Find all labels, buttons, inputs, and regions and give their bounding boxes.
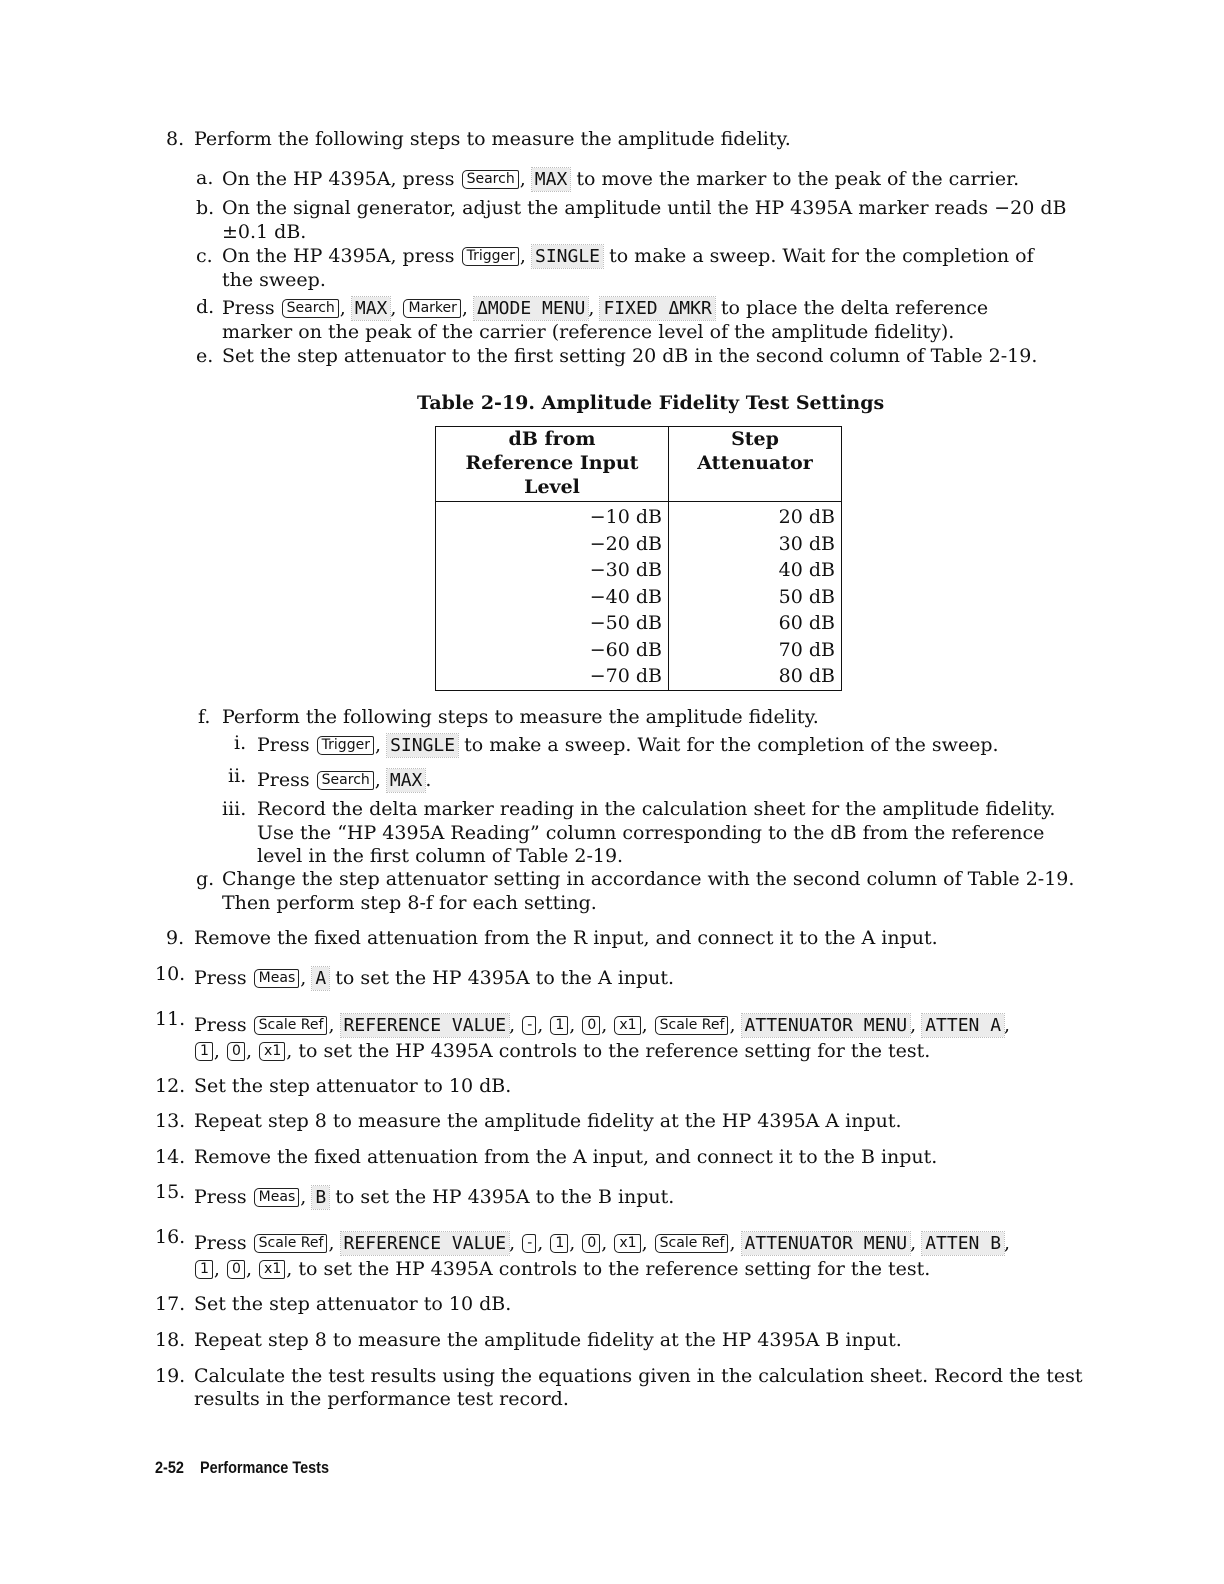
reference-value-softkey[interactable]: REFERENCE VALUE: [341, 1014, 510, 1037]
b-softkey[interactable]: B: [312, 1186, 329, 1209]
table-cell: 50 dB: [669, 584, 842, 611]
table-row: [436, 637, 842, 664]
scale-ref-key[interactable]: Scale Ref: [254, 1016, 328, 1035]
sep: ,: [641, 1014, 648, 1036]
substep-f-iii-line3: level in the first column of Table 2-19.: [257, 845, 624, 867]
sep: ,: [588, 297, 595, 319]
one-key[interactable]: 1: [550, 1234, 568, 1253]
x1-key[interactable]: x1: [259, 1260, 285, 1279]
fidelity-settings-table: [435, 426, 842, 691]
table-cell: 20 dB: [669, 502, 842, 531]
text: Press: [194, 967, 247, 989]
sep: ,: [910, 1232, 917, 1254]
step-number: 11.: [155, 1008, 186, 1030]
text: to move the marker to the peak of the carrier.: [576, 168, 1020, 190]
scale-ref-key[interactable]: Scale Ref: [655, 1016, 729, 1035]
step-number: 14.: [155, 1146, 186, 1168]
meas-key[interactable]: Meas: [254, 1188, 300, 1207]
sep: ,: [390, 297, 397, 319]
text: On the HP 4395A, press: [222, 245, 455, 267]
sep: ,: [641, 1232, 648, 1254]
sep: ,: [461, 297, 468, 319]
sep: ,: [328, 1014, 335, 1036]
substep-label: i.: [234, 732, 247, 754]
substep-d-line2: marker on the peak of the carrier (reference level of the amplitude fidelity).: [222, 321, 955, 343]
table-cell: −20 dB: [436, 531, 669, 558]
substep-label: iii.: [222, 798, 247, 820]
substep-g-line1: Change the step attenuator setting in accordance with the second column of Table 2-19.: [222, 868, 1075, 890]
step-number: 12.: [155, 1075, 186, 1097]
substep-label: ii.: [228, 765, 247, 787]
search-key[interactable]: Search: [317, 771, 374, 790]
text: to make a sweep. Wait for the completion of the sweep.: [464, 734, 999, 756]
sep: ,: [213, 1040, 220, 1062]
text: to set the HP 4395A to the B input.: [335, 1186, 675, 1208]
sep: ,: [286, 1258, 293, 1280]
sep: ,: [328, 1232, 335, 1254]
x1-key[interactable]: x1: [614, 1016, 640, 1035]
step-number: 18.: [155, 1329, 186, 1351]
substep-label: a.: [196, 167, 214, 189]
table-cell: 60 dB: [669, 610, 842, 637]
scale-ref-key[interactable]: Scale Ref: [254, 1234, 328, 1253]
sep: ,: [339, 297, 346, 319]
substep-f-ii: [257, 768, 431, 793]
x1-key[interactable]: x1: [614, 1234, 640, 1253]
table-cell: −60 dB: [436, 637, 669, 664]
zero-key[interactable]: 0: [582, 1234, 600, 1253]
substep-f: Perform the following steps to measure the amplitude fidelity.: [222, 706, 819, 728]
table-cell: −50 dB: [436, 610, 669, 637]
page-footer: [155, 1458, 329, 1478]
table-cell: 40 dB: [669, 557, 842, 584]
sep: ,: [729, 1014, 736, 1036]
search-key[interactable]: Search: [462, 170, 519, 189]
one-key[interactable]: 1: [195, 1042, 213, 1061]
table-cell: −70 dB: [436, 663, 669, 690]
sep: ,: [213, 1258, 220, 1280]
text: to set the HP 4395A controls to the reference setting for the test.: [298, 1040, 931, 1062]
sep: ,: [300, 967, 307, 989]
header-line: dB from: [508, 428, 596, 450]
substep-a: [222, 167, 1019, 192]
text: Press: [257, 734, 310, 756]
substep-d: [222, 296, 988, 321]
table-cell: −10 dB: [436, 502, 669, 531]
x1-key[interactable]: x1: [259, 1042, 285, 1061]
table-cell: −30 dB: [436, 557, 669, 584]
table-row: [436, 557, 842, 584]
sep: ,: [1004, 1014, 1011, 1036]
substep-label: f.: [198, 706, 211, 728]
substep-label: b.: [196, 197, 215, 219]
a-softkey[interactable]: A: [312, 967, 329, 990]
substep-f-iii-line1: Record the delta marker reading in the calculation sheet for the amplitude fidelity.: [257, 798, 1056, 820]
zero-key[interactable]: 0: [582, 1016, 600, 1035]
sep: ,: [537, 1232, 544, 1254]
sep: ,: [286, 1040, 293, 1062]
sep: ,: [910, 1014, 917, 1036]
step-16-line1: [194, 1231, 1010, 1256]
one-key[interactable]: 1: [550, 1016, 568, 1035]
atten-b-softkey[interactable]: ATTEN B: [922, 1232, 1004, 1255]
reference-value-softkey[interactable]: REFERENCE VALUE: [341, 1232, 510, 1255]
table-row: [436, 502, 842, 531]
step-number: 8.: [166, 128, 185, 150]
text: to make a sweep. Wait for the completion of: [609, 245, 1034, 267]
column-header: [436, 427, 669, 502]
sep: ,: [245, 1040, 252, 1062]
substep-label: g.: [196, 868, 215, 890]
step-text: Repeat step 8 to measure the amplitude fidelity at the HP 4395A B input.: [194, 1329, 902, 1351]
search-key[interactable]: Search: [282, 299, 339, 318]
substep-label: c.: [196, 245, 213, 267]
text: to set the HP 4395A to the A input.: [335, 967, 675, 989]
table-title: Table 2-19. Amplitude Fidelity Test Settings: [417, 392, 885, 414]
attenuator-menu-softkey[interactable]: ATTENUATOR MENU: [742, 1014, 911, 1037]
step-number: 10.: [155, 963, 186, 985]
substep-label: d.: [196, 296, 215, 318]
step-number: 13.: [155, 1110, 186, 1132]
fixed-delta-mkr-softkey[interactable]: FIXED ΔMKR: [600, 297, 714, 320]
max-softkey[interactable]: MAX: [352, 297, 391, 320]
table-cell: 30 dB: [669, 531, 842, 558]
text: Press: [194, 1014, 247, 1036]
step-number: 15.: [155, 1181, 186, 1203]
sep: ,: [374, 734, 382, 756]
sep: ,: [519, 245, 526, 267]
step-11-line1: [194, 1013, 1010, 1038]
step-text: Set the step attenuator to 10 dB.: [194, 1075, 512, 1097]
sep: ,: [537, 1014, 544, 1036]
substep-c: [222, 244, 1034, 269]
sep: ,: [509, 1014, 516, 1036]
substep-b-line1: On the signal generator, adjust the amplitude until the HP 4395A marker reads −20 dB: [222, 197, 1067, 219]
zero-key[interactable]: 0: [227, 1042, 245, 1061]
page-number: 2-52: [155, 1458, 184, 1477]
atten-a-softkey[interactable]: ATTEN A: [922, 1014, 1004, 1037]
sep: ,: [1004, 1232, 1011, 1254]
substep-f-i: [257, 733, 999, 758]
column-header: Step Attenuator: [669, 427, 842, 502]
trigger-key[interactable]: Trigger: [317, 736, 374, 755]
sep: ,: [569, 1232, 576, 1254]
step-text: Remove the fixed attenuation from the R input, and connect it to the A input.: [194, 927, 938, 949]
step-19-line1: Calculate the test results using the equations given in the calculation sheet. Record the test: [194, 1365, 1083, 1387]
step-text: Set the step attenuator to 10 dB.: [194, 1293, 512, 1315]
table-row: [436, 610, 842, 637]
substep-g-line2: Then perform step 8-f for each setting.: [222, 892, 597, 914]
text: Press: [194, 1186, 247, 1208]
marker-key[interactable]: Marker: [403, 299, 460, 318]
table-cell: −40 dB: [436, 584, 669, 611]
text: .: [425, 769, 432, 791]
one-key[interactable]: 1: [195, 1260, 213, 1279]
table-row: [436, 584, 842, 611]
single-softkey[interactable]: SINGLE: [387, 734, 458, 757]
text: to place the delta reference: [720, 297, 989, 319]
text: Press: [194, 1232, 247, 1254]
text: to set the HP 4395A controls to the reference setting for the test.: [298, 1258, 931, 1280]
step-10: [194, 966, 674, 991]
text: Press: [257, 769, 310, 791]
max-softkey[interactable]: MAX: [387, 769, 426, 792]
trigger-key[interactable]: Trigger: [462, 247, 519, 266]
step-number: 9.: [166, 927, 185, 949]
sep: ,: [601, 1232, 608, 1254]
substep-c-line2: the sweep.: [222, 269, 326, 291]
sep: ,: [729, 1232, 736, 1254]
text: On the HP 4395A, press: [222, 168, 455, 190]
substep-label: e.: [196, 345, 214, 367]
max-softkey[interactable]: MAX: [532, 168, 571, 191]
sep: ,: [245, 1258, 252, 1280]
zero-key[interactable]: 0: [227, 1260, 245, 1279]
meas-key[interactable]: Meas: [254, 969, 300, 988]
table-cell: 80 dB: [669, 663, 842, 690]
step-text: Perform the following steps to measure the amplitude fidelity.: [194, 128, 791, 150]
scale-ref-key[interactable]: Scale Ref: [655, 1234, 729, 1253]
sep: ,: [509, 1232, 516, 1254]
delta-mode-menu-softkey[interactable]: ΔMODE MENU: [474, 297, 588, 320]
sep: ,: [374, 769, 381, 791]
table-cell: 70 dB: [669, 637, 842, 664]
step-19-line2: results in the performance test record.: [194, 1388, 569, 1410]
section-name: Performance Tests: [199, 1458, 330, 1477]
table-row: [436, 663, 842, 690]
step-number: 19.: [155, 1365, 186, 1387]
minus-key[interactable]: -: [522, 1016, 536, 1035]
step-15: [194, 1185, 674, 1210]
step-text: Remove the fixed attenuation from the A input, and connect it to the B input.: [194, 1146, 938, 1168]
attenuator-menu-softkey[interactable]: ATTENUATOR MENU: [742, 1232, 911, 1255]
substep-b-line2: ±0.1 dB.: [222, 221, 307, 243]
minus-key[interactable]: -: [522, 1234, 536, 1253]
step-16-line2: [194, 1257, 930, 1281]
sep: ,: [601, 1014, 608, 1036]
substep-f-iii-line2: Use the “HP 4395A Reading” column corresponding to the dB from the reference: [257, 822, 1045, 844]
header-line: Reference Input Level: [465, 452, 639, 498]
text: Press: [222, 297, 275, 319]
step-11-line2: [194, 1039, 930, 1063]
sep: ,: [569, 1014, 576, 1036]
step-number: 16.: [155, 1226, 186, 1248]
step-text: Repeat step 8 to measure the amplitude fidelity at the HP 4395A A input.: [194, 1110, 902, 1132]
sep: ,: [300, 1186, 307, 1208]
substep-e: Set the step attenuator to the first setting 20 dB in the second column of Table 2-19.: [222, 345, 1038, 367]
single-softkey[interactable]: SINGLE: [532, 245, 603, 268]
step-number: 17.: [155, 1293, 186, 1315]
sep: ,: [519, 168, 526, 190]
table-row: [436, 531, 842, 558]
